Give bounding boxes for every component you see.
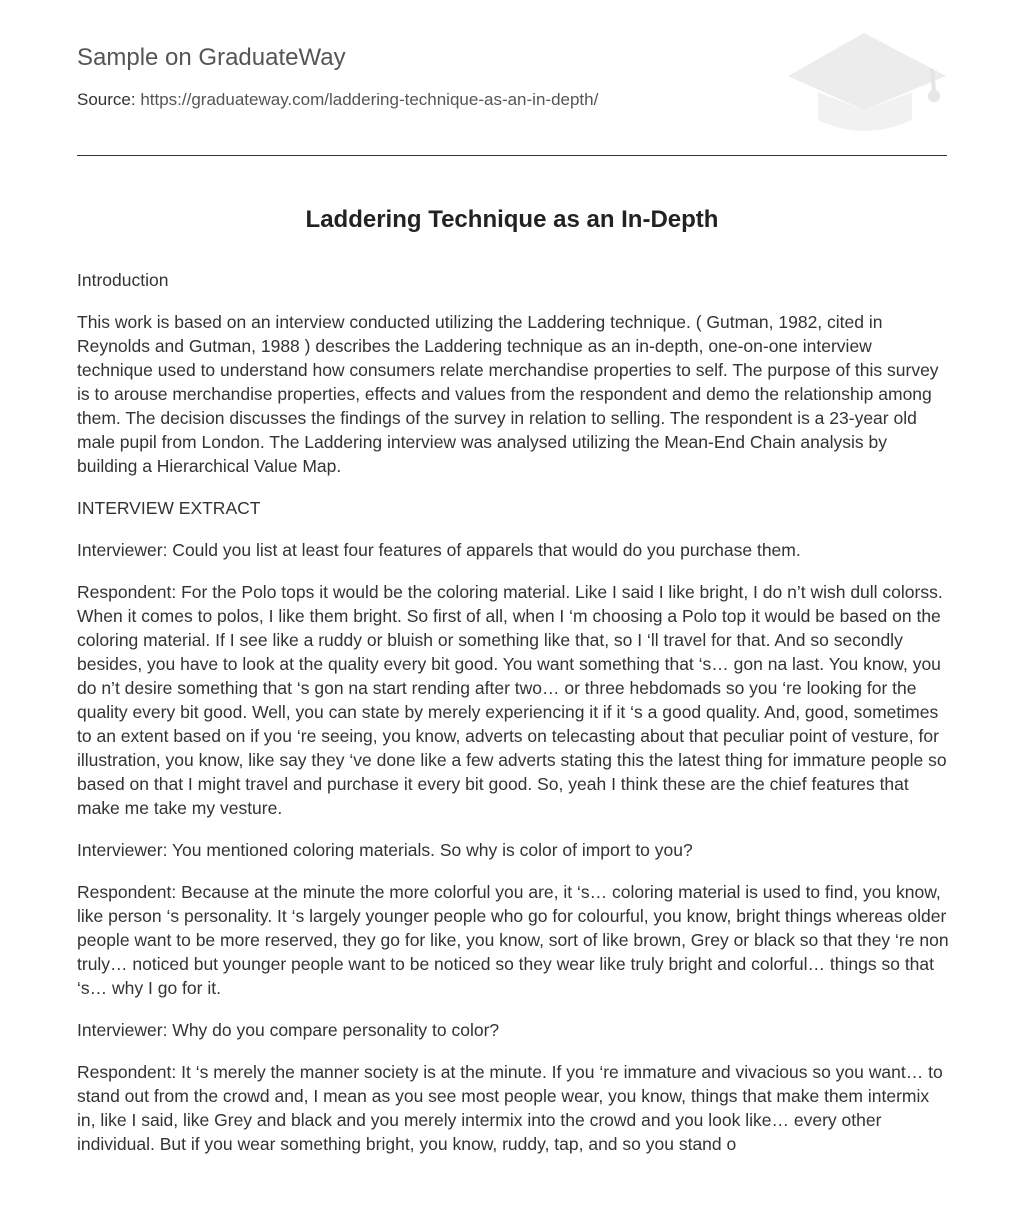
- source-line: [77, 90, 598, 110]
- paragraph-interviewer-question-2: Interviewer: You mentioned coloring materials. So why is color of import to you?: [77, 840, 693, 860]
- paragraph-interviewer-question-1: Interviewer: Could you list at least four features of apparels that would do you purchase them.: [77, 540, 801, 560]
- page-header: [77, 0, 947, 156]
- graduation-cap-icon: [782, 30, 947, 135]
- paragraph-introduction-heading: Introduction: [77, 270, 169, 290]
- paragraph-respondent-answer-2: Respondent: Because at the minute the more colorful you are, it ‘s… coloring material is used to find, you know, like person ‘s personality. It ‘s largely younger people who go for colourful, you know, bright things whereas older people want to be more reserved, they go for like, you know, sort of like brown, Grey or black so that they ‘re non truly… noticed but younger people want to be noticed so they wear like truly bright and colorful… things so that ‘s… why I go for it.: [77, 882, 949, 998]
- paragraph-respondent-answer-3: Respondent: It ‘s merely the manner society is at the minute. If you ‘re immature and vivacious so you want… to stand out from the crowd and, I mean as you see most people wear, you know, things that make them intermix in, like I said, like Grey and black and you merely intermix into the crowd and you look like… every other individual. But if you wear something bright, you know, ruddy, tap, and so you stand o: [77, 1062, 943, 1154]
- paragraph-interviewer-question-3: Interviewer: Why do you compare personality to color?: [77, 1020, 500, 1040]
- header-divider: [77, 155, 947, 156]
- document-body: [77, 268, 949, 1174]
- source-label: Source:: [77, 90, 136, 109]
- site-title: Sample on GraduateWay: [77, 44, 346, 71]
- paragraph-respondent-answer-1: Respondent: For the Polo tops it would be the coloring material. Like I said I like bright, I do n’t wish dull colorss. When it comes to polos, I like them bright. So first of all, when I ‘m choosing a Polo top it would be based on the coloring material. If I see like a ruddy or bluish or something like that, so I ‘ll travel for that. And so secondly besides, you have to look at the quality every bit good. You want something that ‘s… gon na last. You know, you do n’t desire something that ‘s gon na start rending after two… or three hebdomads so you ‘re looking for the quality every bit good. Well, you can state by merely experiencing it if it ‘s a good quality. And, good, sometimes to an extent based on if you ‘re seeing, you know, adverts on telecasting about that peculiar point of vesture, for illustration, you know, like say they ‘ve done like a few adverts stating this the latest thing for immature people so based on that I might travel and purchase it every bit good. So, yeah I think these are the chief features that make me take my vesture.: [77, 582, 947, 818]
- source-link[interactable]: https://graduateway.com/laddering-technique-as-an-in-depth/: [140, 90, 599, 109]
- paragraph-interview-extract-heading: INTERVIEW EXTRACT: [77, 498, 261, 518]
- document-title: Laddering Technique as an In-Depth: [305, 206, 719, 233]
- paragraph-introduction: This work is based on an interview conducted utilizing the Laddering technique. ( Gutman, 1982, cited in Reynolds and Gutman, 1988 ) describes the Laddering technique as an in-depth, one-on-one interview technique used to understand how consumers relate merchandise properties to self. The purpose of this survey is to arouse merchandise properties, effects and values from the respondent and demo the relationship among them. The decision discusses the findings of the survey in relation to selling. The respondent is a 23-year old male pupil from London. The Laddering interview was analysed utilizing the Mean-End Chain analysis by building a Hierarchical Value Map.: [77, 312, 939, 476]
